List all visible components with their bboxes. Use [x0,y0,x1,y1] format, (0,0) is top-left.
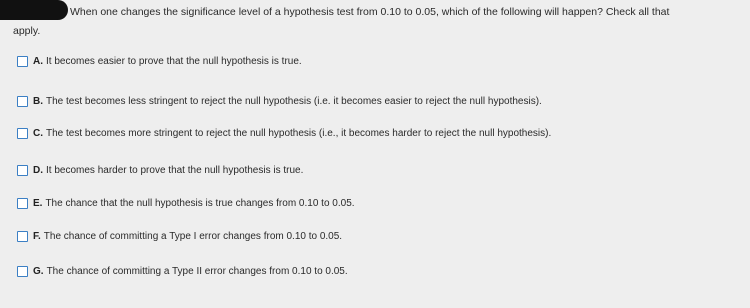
option-label: The chance of committing a Type II error changes from 0.10 to 0.05. [46,265,348,277]
option-label: The test becomes less stringent to reject the null hypothesis (i.e. it becomes easier to reject the null hypothesis). [46,95,542,107]
checkbox-d[interactable] [17,165,28,176]
option-letter: D. [33,164,43,176]
option-letter: C. [33,127,43,139]
option-c[interactable] [17,126,551,140]
checkbox-e[interactable] [17,198,28,209]
checkbox-a[interactable] [17,56,28,67]
checkbox-b[interactable] [17,96,28,107]
option-letter: E. [33,197,43,209]
option-label: The chance of committing a Type I error changes from 0.10 to 0.05. [43,230,343,242]
question-text: When one changes the significance level of a hypothesis test from 0.10 to 0.05, which of the following will happen? Check all that [70,6,670,18]
question-text-continued: apply. [13,25,41,37]
checkbox-c[interactable] [17,128,28,139]
option-letter: G. [33,265,44,277]
option-a[interactable] [17,54,302,68]
option-label: It becomes harder to prove that the null hypothesis is true. [46,164,304,176]
option-d[interactable] [17,163,303,177]
option-label: The test becomes more stringent to reject the null hypothesis (i.e., it becomes harder to reject the null hypothesis). [46,127,552,139]
option-f[interactable] [17,229,342,243]
checkbox-f[interactable] [17,231,28,242]
option-label: The chance that the null hypothesis is true changes from 0.10 to 0.05. [45,197,355,209]
option-e[interactable] [17,196,355,210]
option-letter: A. [33,55,43,67]
option-b[interactable] [17,94,542,108]
option-letter: F. [33,230,41,242]
checkbox-g[interactable] [17,266,28,277]
option-label: It becomes easier to prove that the null hypothesis is true. [46,55,302,67]
option-letter: B. [33,95,43,107]
option-g[interactable] [17,264,348,278]
redaction-bar [0,0,68,20]
